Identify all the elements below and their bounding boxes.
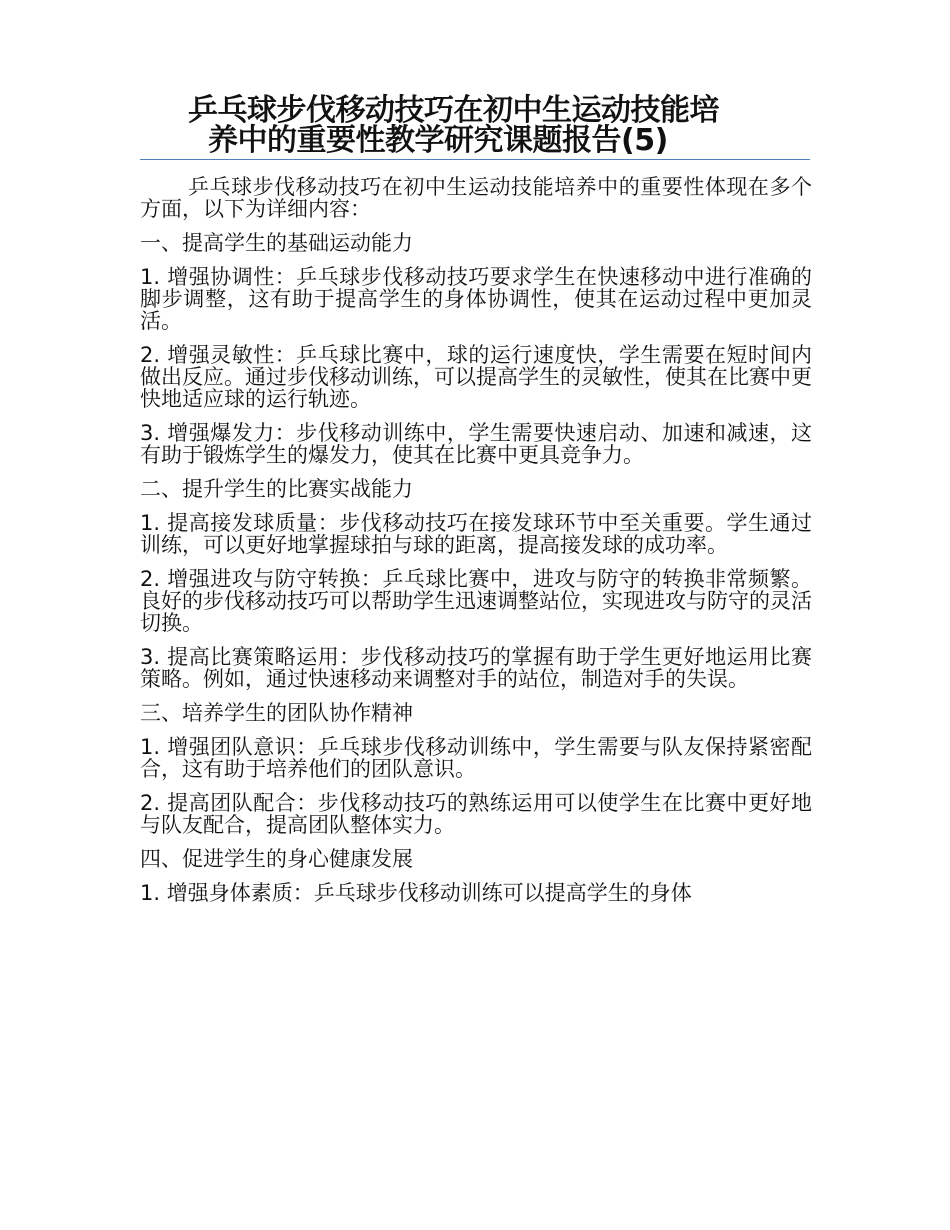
section-1-item-1: 1. 增强协调性：乒乓球步伐移动技巧要求学生在快速移动中进行准确的脚步调整，这有助于提高学生的身体协调性，使其在运动过程中更加灵活。	[140, 265, 812, 333]
section-heading-3: 三、培养学生的团队协作精神	[140, 701, 413, 725]
section-heading-2: 二、提升学生的比赛实战能力	[140, 477, 413, 501]
document-title	[140, 93, 812, 158]
section-1-item-3: 3. 增强爆发力：步伐移动训练中，学生需要快速启动、加速和减速，这有助于锻炼学生的爆发力，使其在比赛中更具竞争力。	[140, 421, 812, 467]
title-underline	[140, 159, 810, 160]
section-4-item-1: 1. 增强身体素质：乒乓球步伐移动训练可以提高学生的身体	[140, 881, 692, 905]
section-2-item-3: 3. 提高比赛策略运用：步伐移动技巧的掌握有助于学生更好地运用比赛策略。例如，通过快速移动来调整对手的站位，制造对手的失误。	[140, 645, 812, 691]
section-3-item-1: 1. 增强团队意识：乒乓球步伐移动训练中，学生需要与队友保持紧密配合，这有助于培养他们的团队意识。	[140, 735, 812, 781]
section-1-item-2: 2. 增强灵敏性：乒乓球比赛中，球的运行速度快，学生需要在短时间内做出反应。通过步伐移动训练，可以提高学生的灵敏性，使其在比赛中更快地适应球的运行轨迹。	[140, 343, 812, 411]
document-page	[140, 93, 812, 916]
document-body	[140, 176, 812, 904]
section-heading-1: 一、提高学生的基础运动能力	[140, 231, 413, 255]
section-2-item-1: 1. 提高接发球质量：步伐移动技巧在接发球环节中至关重要。学生通过训练，可以更好地掌握球拍与球的距离，提高接发球的成功率。	[140, 511, 812, 557]
section-2-item-2: 2. 增强进攻与防守转换：乒乓球比赛中，进攻与防守的转换非常频繁。良好的步伐移动技巧可以帮助学生迅速调整站位，实现进攻与防守的灵活切换。	[140, 567, 812, 635]
section-3-item-2: 2. 提高团队配合：步伐移动技巧的熟练运用可以使学生在比赛中更好地与队友配合，提高团队整体实力。	[140, 791, 812, 837]
document-title-line-2: 养中的重要性教学研究课题报告(5)	[208, 123, 668, 158]
intro-paragraph: 乒乓球步伐移动技巧在初中生运动技能培养中的重要性体现在多个方面，以下为详细内容：	[140, 175, 812, 221]
section-heading-4: 四、促进学生的身心健康发展	[140, 847, 413, 871]
document-title-line-1: 乒乓球步伐移动技巧在初中生运动技能培	[188, 93, 719, 128]
